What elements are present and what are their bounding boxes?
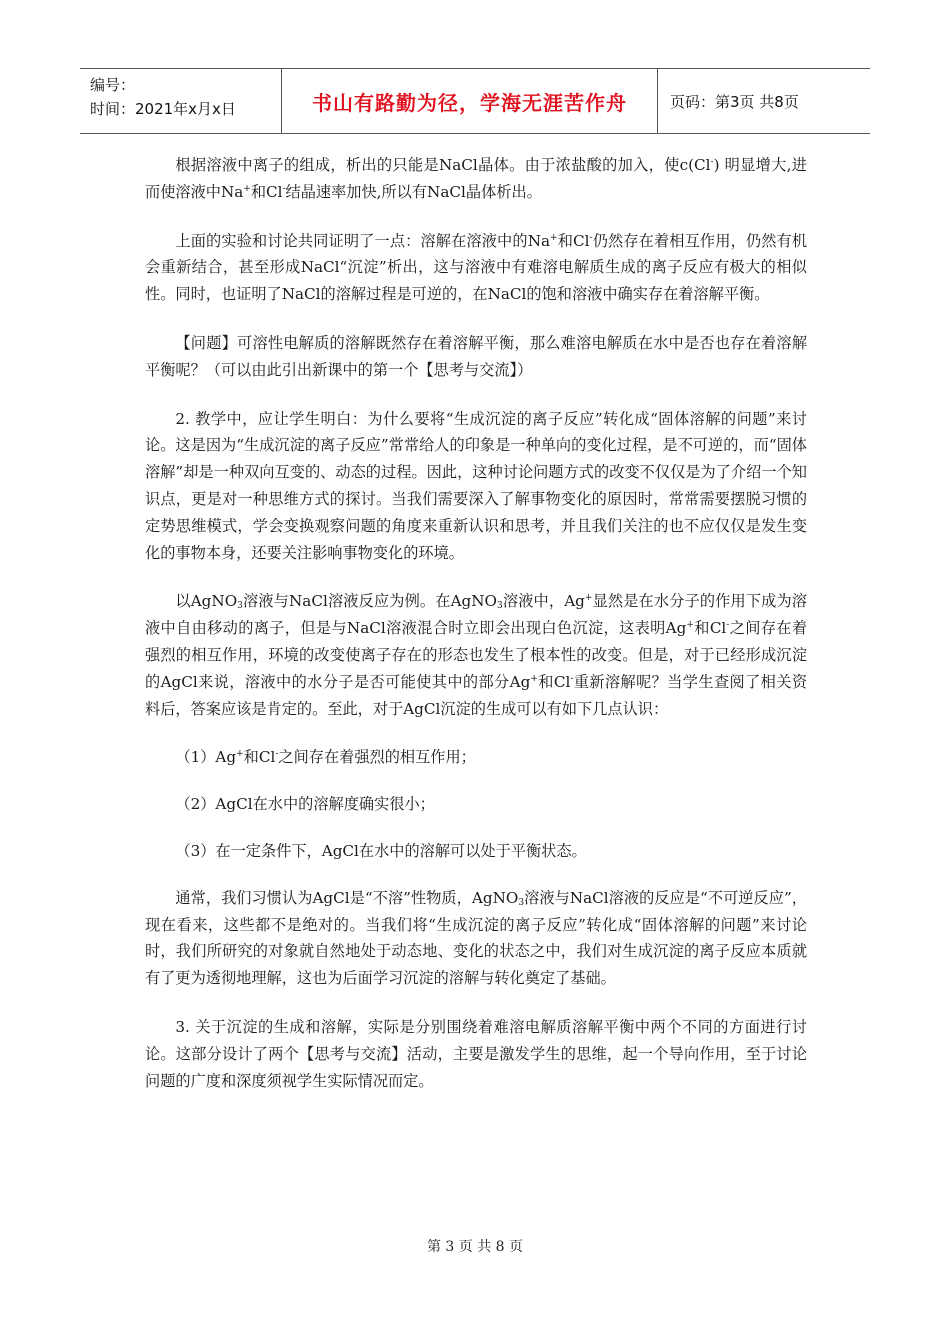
document-body: [145, 152, 807, 1116]
page-footer: 第 3 页 共 8 页: [426, 1239, 524, 1255]
list-item: （2）AgCl在水中的溶解度确实很小；: [175, 795, 435, 814]
paragraph: 根据溶液中离子的组成，析出的只能是NaCl晶体。由于浓盐酸的加入，使c(Cl-) 明显增大,进而使溶液中Na+和Cl-结晶速率加快,所以有NaCl晶体析出。: [145, 156, 807, 201]
document-number: 编号：: [90, 76, 136, 94]
paragraph: 3. 关于沉淀的生成和溶解，实际是分别围绕着难溶电解质溶解平衡中两个不同的方面进行讨论。这部分设计了两个【思考与交流】活动，主要是激发学生的思维，起一个导向作用，至于讨论问题的广度和深度须视学生实际情况而定。: [145, 1017, 807, 1090]
header-motto: 书山有路勤为径，学海无涯苦作舟: [282, 69, 658, 133]
header-page-number: 页码：第3页 共8页: [670, 92, 799, 111]
page-header: [80, 68, 870, 134]
document-date: 时间：2021年x月x日: [90, 100, 236, 118]
question-paragraph: 【问题】可溶性电解质的溶解既然存在着溶解平衡，那么难溶电解质在水中是否也存在着溶解平衡呢？（可以由此引出新课中的第一个【思考与交流】）: [145, 333, 807, 379]
list-item: （1）Ag+和Cl-之间存在着强烈的相互作用；: [175, 748, 476, 767]
header-meta: [80, 69, 282, 133]
paragraph: 上面的实验和讨论共同证明了一点：溶解在溶液中的Na+和Cl-仍然存在着相互作用，仍然有机会重新结合，甚至形成NaCl“沉淀”析出，这与溶液中有难溶电解质生成的离子反应有极大的相似性。同时，也证明了NaCl的溶解过程是可逆的，在NaCl的饱和溶液中确实存在着溶解平衡。: [145, 231, 808, 304]
list-item: （3）在一定条件下，AgCl在水中的溶解可以处于平衡状态。: [175, 841, 587, 860]
paragraph: 以AgNO$_3$溶液与NaCl溶液反应为例。在AgNO$_3$溶液中，Ag+显然是在水分子的作用下成为溶液中自由移动的离子，但是与NaCl溶液混合时立即会出现白色沉淀，这表明Ag+和Cl-之间存在着强烈的相互作用，环境的改变使离子存在的形态也发生了根本性的改变。但是，对于已经形成沉淀的AgCl来说，溶液中的水分子是否可能使其中的部分Ag+和Cl-重新溶解呢？当学生查阅了相关资料后，答案应该是肯定的。至此，对于AgCl沉淀的生成可以有如下几点认识：: [145, 592, 808, 718]
paragraph: 2. 教学中，应让学生明白：为什么要将“生成沉淀的离子反应”转化成“固体溶解的问题”来讨论。这是因为“生成沉淀的离子反应”常常给人的印象是一种单向的变化过程，是不可逆的，而“固体溶解”却是一种双向互变的、动态的过程。因此，这种讨论问题方式的改变不仅仅是为了介绍一个知识点，更是对一种思维方式的探讨。当我们需要深入了解事物变化的原因时，常常需要摆脱习惯的定势思维模式，学会变换观察问题的角度来重新认识和思考，并且我们关注的也不应仅仅是发生变化的事物本身，还要关注影响事物变化的环境。: [145, 409, 807, 562]
paragraph: 通常，我们习惯认为AgCl是“不溶”性物质，AgNO$_3$溶液与NaCl溶液的反应是“不可逆反应”，现在看来，这些都不是绝对的。当我们将“生成沉淀的离子反应”转化成“固体溶解的问题”来讨论时，我们所研究的对象就自然地处于动态地、变化的状态之中，我们对生成沉淀的离子反应本质就有了更为透彻地理解，这也为后面学习沉淀的溶解与转化奠定了基础。: [145, 888, 807, 988]
